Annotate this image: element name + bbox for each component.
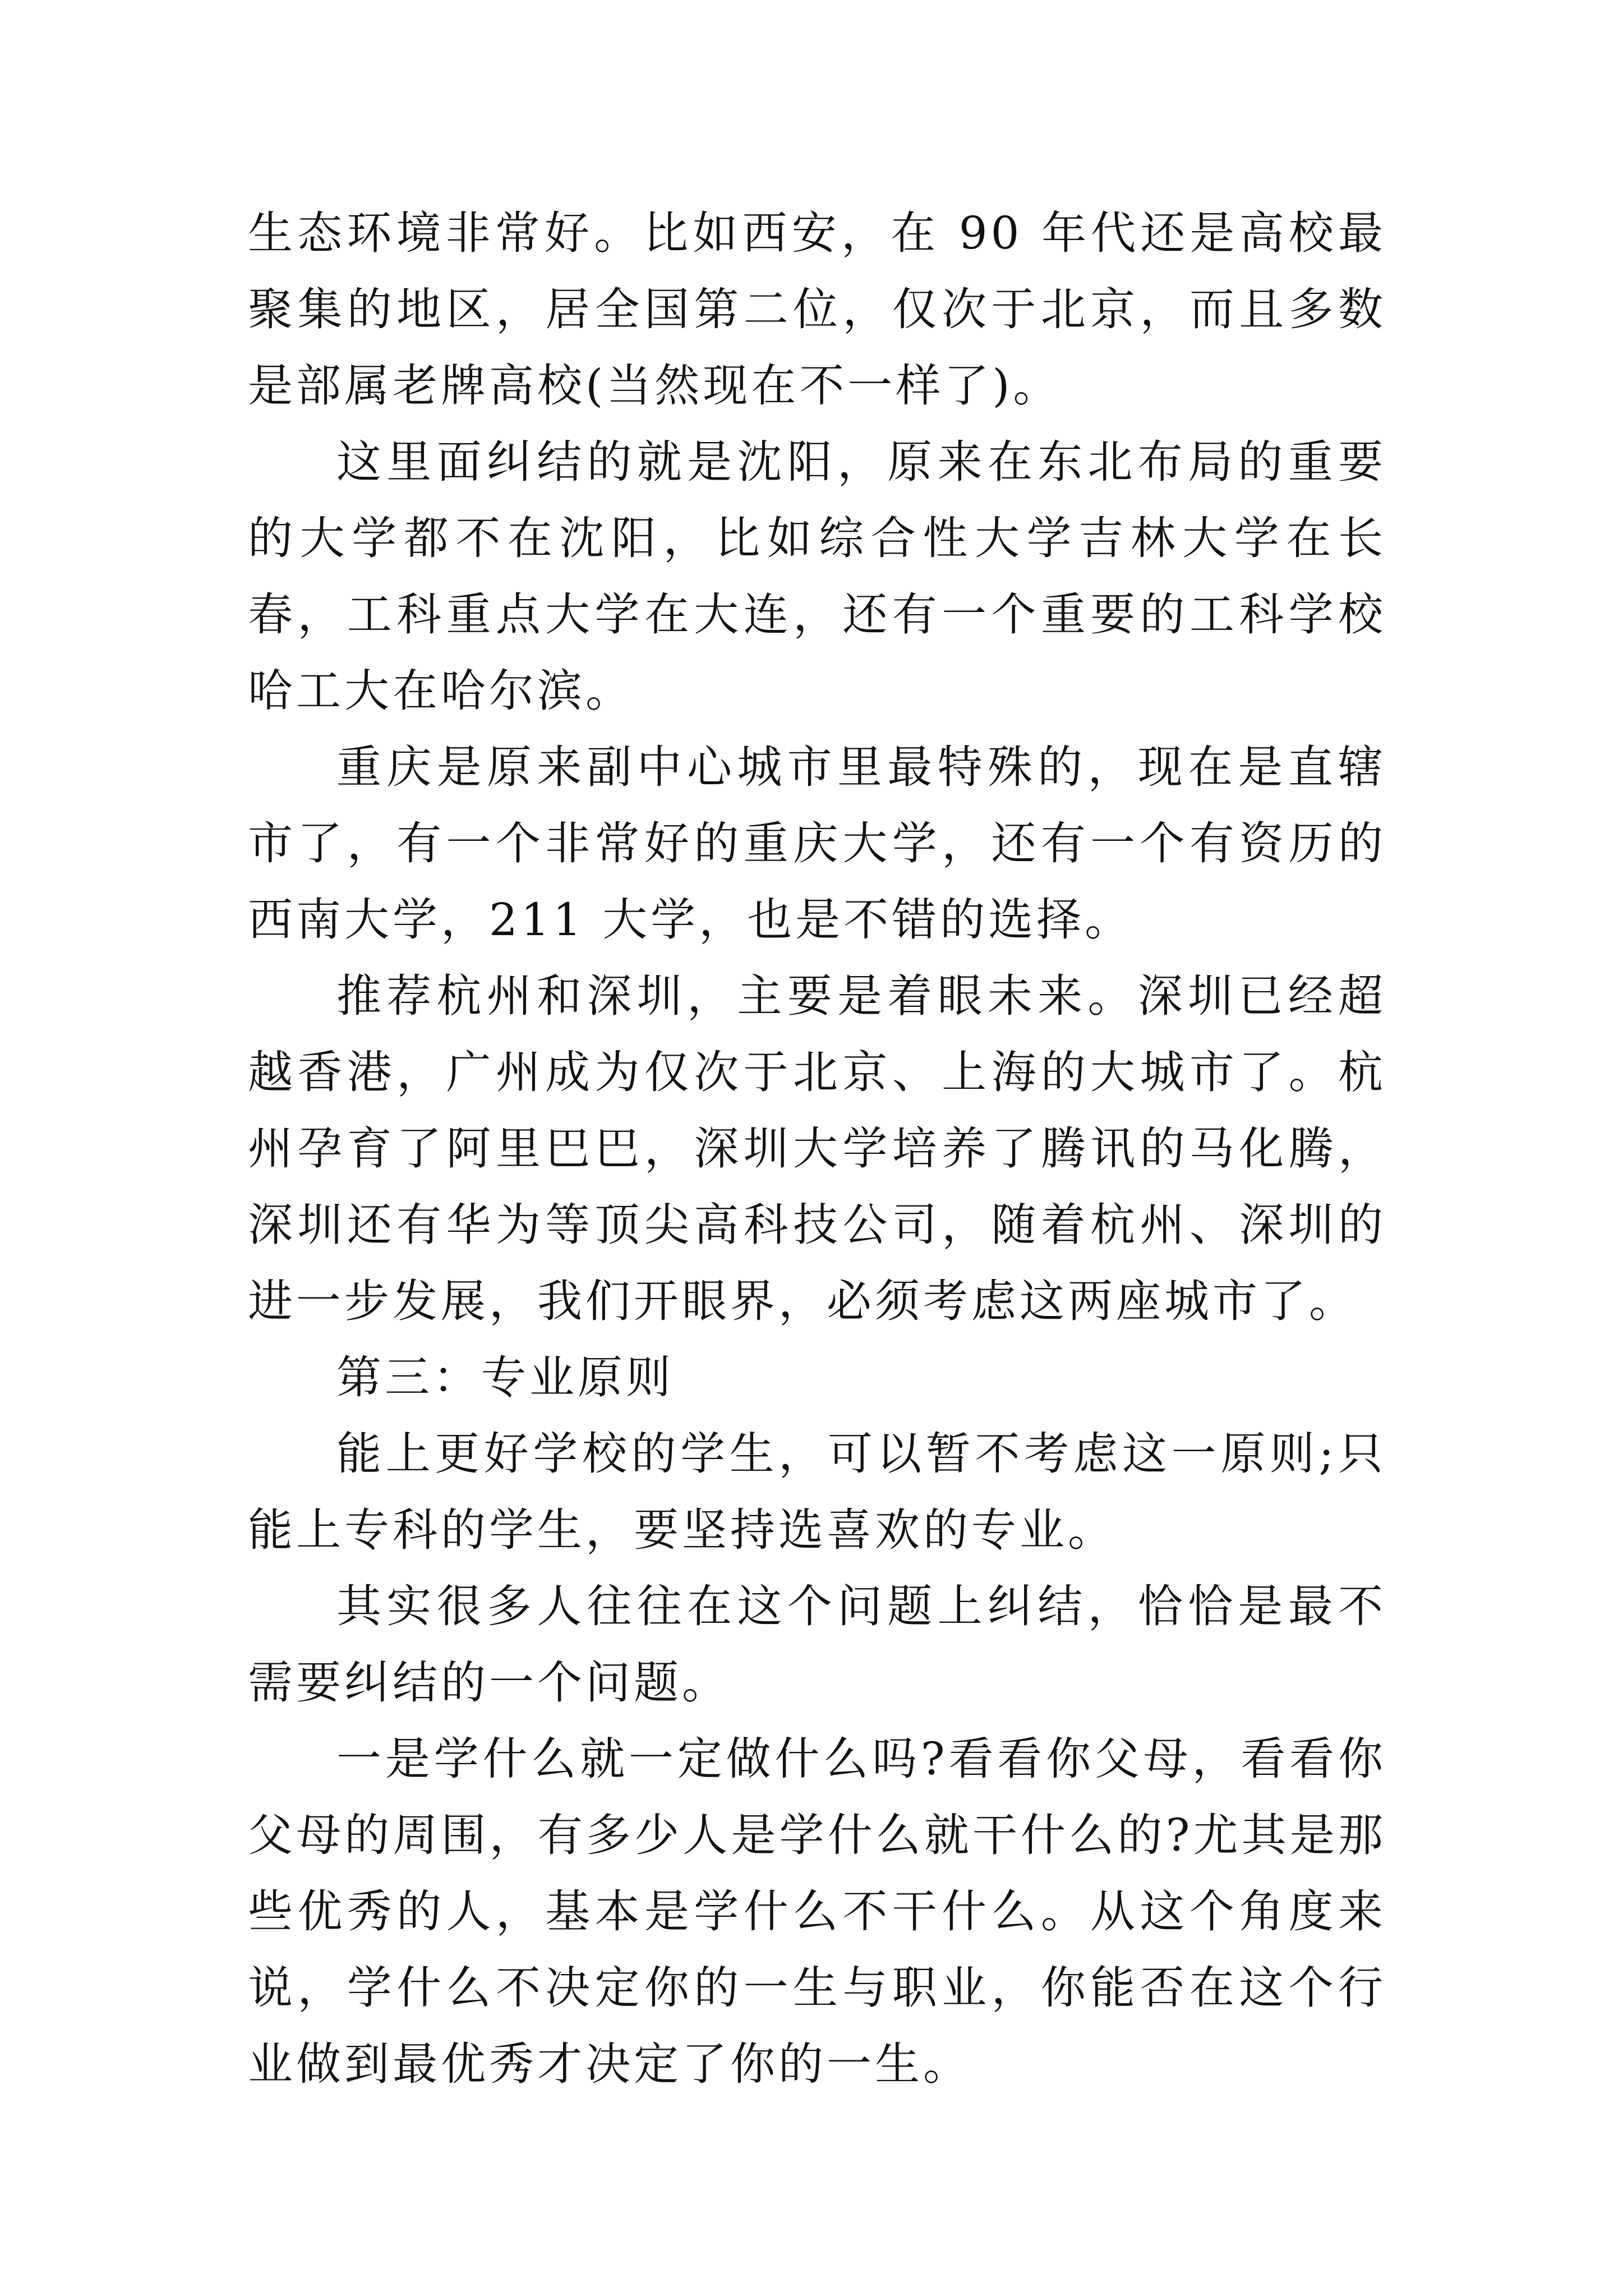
paragraph-7: 一是学什么就一定做什么吗?看看你父母，看看你父母的周围，有多少人是学什么就干什么的?尤其是那些优秀的人，基本是学什么不干什么。从这个角度来说，学什么不决定你的一生与职业，你能否在这个行业做到最优秀才决定了你的一生。	[248, 1733, 1386, 2090]
document-body	[248, 195, 1386, 2102]
paragraph-5: 能上更好学校的学生，可以暂不考虑这一原则;只能上专科的学生，要坚持选喜欢的专业。	[248, 1428, 1386, 1556]
paragraph-4: 推荐杭州和深圳，主要是着眼未来。深圳已经超越香港，广州成为仅次于北京、上海的大城市了。杭州孕育了阿里巴巴，深圳大学培养了腾讯的马化腾，深圳还有华为等顶尖高科技公司，随着杭州、深圳的进一步发展，我们开眼界，必须考虑这两座城市了。	[248, 970, 1386, 1327]
paragraph-3: 重庆是原来副中心城市里最特殊的，现在是直辖市了，有一个非常好的重庆大学，还有一个有资历的西南大学，211 大学，也是不错的选择。	[248, 741, 1386, 946]
paragraph-2: 这里面纠结的就是沈阳，原来在东北布局的重要的大学都不在沈阳，比如综合性大学吉林大学在长春，工科重点大学在大连，还有一个重要的工科学校哈工大在哈尔滨。	[248, 436, 1386, 717]
section-heading: 第三：专业原则	[336, 1351, 674, 1404]
paragraph-6: 其实很多人往往在这个问题上纠结，恰恰是最不需要纠结的一个问题。	[248, 1580, 1386, 1709]
paragraph-1: 生态环境非常好。比如西安，在 90 年代还是高校最聚集的地区，居全国第二位，仅次于北京，而且多数是部属老牌高校(当然现在不一样了)。	[248, 207, 1386, 412]
